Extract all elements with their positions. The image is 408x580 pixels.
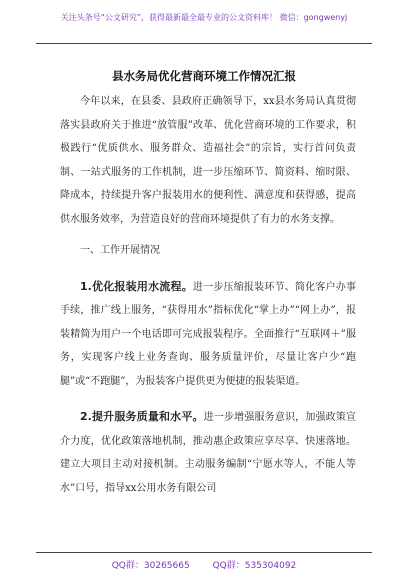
item-1-text: 进一步压缩报装环节、简化客户办事手续，推广线上服务，“获得用水”指标优化“掌上办”“网上办”，报装精简为用户一个电话即可完成报装程序。全面推行“互联网＋”服务，实现客户线上业务查询、服务质量评价，尽量让客户少“跑腿”或“不跑腿”，为报装客户提供更为便捷的报装渠道。 bbox=[60, 281, 356, 387]
section-heading: 一、工作开展情况 bbox=[80, 245, 160, 256]
header-banner: 关注头条号“公文研究”，获得最新最全最专业的公文资料库！ 微信：gongwenyj bbox=[60, 13, 348, 22]
item-1-paragraph bbox=[60, 275, 356, 394]
header-divider bbox=[36, 43, 372, 44]
document-title: 县水务局优化营商环境工作情况汇报 bbox=[112, 69, 296, 83]
document-body bbox=[60, 90, 356, 500]
footer bbox=[0, 558, 408, 571]
footer-divider bbox=[36, 552, 372, 553]
item-2-paragraph bbox=[60, 405, 356, 500]
item-1-title: 1.优化报装用水流程。 bbox=[80, 279, 193, 293]
footer-qq-group-1: QQ群：30265665 bbox=[111, 561, 190, 571]
intro-paragraph: 今年以来，在县委、县政府正确领导下，xx县水务局认真贯彻落实县政府关于推进“放管服”改革、优化营商环境的工作要求，积极践行“优质供水、服务群众、造福社会”的宗旨，实行首问负责制、一站式服务的工作机制，进一步压缩环节、简资料、缩时限、降成本，持续提升客户报装用水的便利性、满意度和获得感，提高供水服务效率，为营造良好的营商环境提供了有力的水务支撑。 bbox=[60, 96, 356, 225]
item-2-title: 2.提升服务质量和水平。 bbox=[80, 410, 204, 423]
footer-qq-group-2: QQ群：535304092 bbox=[212, 561, 297, 571]
item-2-text: 进一步增强服务意识，加强政策宣介力度，优化政策落地机制，推动惠企政策应享尽享、快速落地。建立大项目主动对接机制。主动服务编制“宁愿水等人，不能人等水”口号，指导xx公用水务有限公司 bbox=[60, 412, 356, 494]
